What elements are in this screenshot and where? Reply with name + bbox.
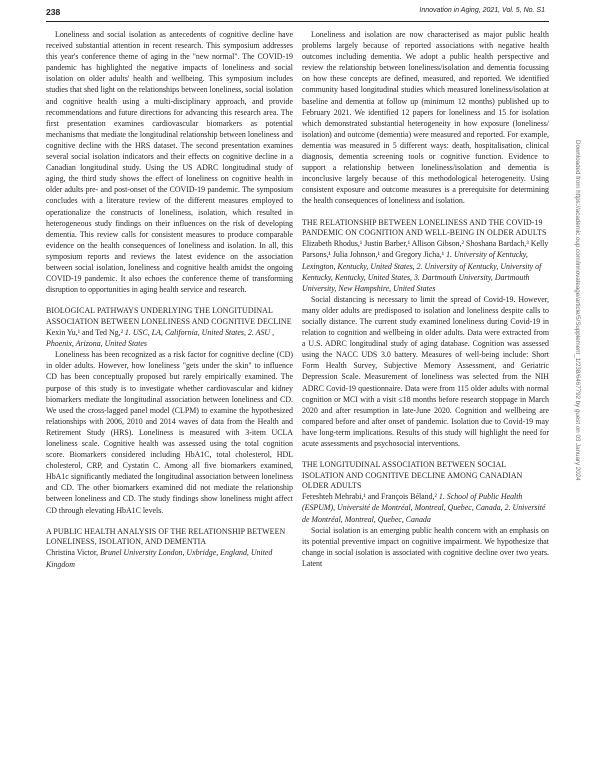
section-title: THE LONGITUDINAL ASSOCIATION BETWEEN SOCIAL ISOLATION AND COGNITIVE DECLINE AMONG CANADIAN OLDER ADULTS <box>302 460 523 490</box>
download-watermark-text: Downloaded from https://academic.oup.com/innovateage/article/5/Supplement_1/238/6467792 by guest on 03 January 2024 <box>574 140 581 481</box>
journal-reference: Innovation in Aging, 2021, Vol. 5, No. S1 <box>419 7 545 14</box>
abstract-biological-pathways <box>46 306 293 515</box>
author-affiliations: 1. University of Kentucky, Lexington, Kentucky, United States, 2. University of Kentucky, University of Kentucky, Kentucky, United States, 3. Dartmouth University, Dartmouth University, New Hampshire, United States <box>302 250 542 293</box>
author-affiliations: 1. School of Public Health (ESPUM), Université de Montréal, Montreal, Quebec, Canada, 2. Université de Montréal, Montreal, Quebec, Canada <box>302 492 546 524</box>
download-watermark <box>572 140 582 560</box>
author-line <box>46 547 293 569</box>
abstract-body: Social distancing is necessary to limit the spread of Covid-19. However, many older adults are predisposed to isolation and loneliness despite calls to socially distance. The current study examined loneliness during Covid-19 in relation to cognition and wellbeing in older adults. Data were extracted from a U.S. ADRC longitudinal study of aging database. Cognition was assessed using the NACC UDS 3.0 battery. Measures of well-being include: Short Form Health Survey, Subjective Memory Assessment, and Geriatric Depression Scale. Measurement of loneliness was selected from the NIH ADRC Covid-19 questionnaire. Data were from 115 older adults with normal cognition or MCI with a visit ≤18 months before research stoppage in March 2020 and after resumption in late-June 2020. Cognition and wellbeing are compared before and after onset of pandemic. Isolation due to Covid-19 may have long-term implications. Results of this study will highlight the need for acute assessments and psychosocial interventions. <box>302 294 549 448</box>
section-title: THE RELATIONSHIP BETWEEN LONELINESS AND THE COVID-19 PANDEMIC ON COGNITION AND WELL-BEING IN OLDER ADULTS <box>302 217 547 237</box>
author-line <box>302 238 549 293</box>
abstract-public-health-analysis <box>46 527 293 570</box>
author-names: Fereshteh Mehrabi,¹ and François Béland,² <box>302 492 439 502</box>
right-column <box>302 29 549 569</box>
author-affiliations: Brunel University London, Uxbridge, England, United Kingdom <box>46 548 273 569</box>
author-affiliations: 1. USC, LA, California, United States, 2. ASU , Phoenix, Arizona, United States <box>46 328 275 349</box>
author-line <box>46 327 293 349</box>
abstract-social-isolation-canada <box>302 460 549 569</box>
symposium-abstract-text: Loneliness and social isolation as antecedents of cognitive decline have received substantial attention in recent research. This symposium addresses this year's conference theme of aging in the "new normal". The COVID-19 pandemic has highlighted the negative impacts of loneliness and social isolation on older adults' health and wellbeing. This symposium includes studies that shed light on the relationships between loneliness, social isolation and cognitive health using a multi-disciplinary approach, and provide recommendations and future directions for advancing this research area. The first presentation examines cardiovascular biomarkers as potential mechanisms that mediate the longitudinal relationship between loneliness and cognitive decline with the HRS dataset. The second presentation examines several social isolation indicators and their effects on cognitive decline in a Canadian longitudinal study. Using the US ADRC longitudinal study of aging, the third study shows the effect of loneliness on cognitive health in older adults pre- and post-onset of the COVID-19 pandemic. The symposium concludes with a literature review of the different measures employed to operationalize the constructs of loneliness, isolation, which resulted in heterogeneous study findings on their influences on the risk of developing dementia. This review calls for consistent measures to produce comparable evidence on the health consequences of loneliness and isolation. In all, this symposium reports and reviews the latest evidence on the association between social isolation, loneliness and cognitive health amidst the ongoing COVID-19 pandemic. It also echoes the conference theme of transforming disruption to opportunities in aging health service and research. <box>46 30 293 295</box>
author-line <box>302 491 549 524</box>
abstract-body: Loneliness has been recognized as a risk factor for cognitive decline (CD) in older adults. However, how loneliness "gets under the skin" to influence CD has been conceptually proposed but rarely empirically examined. The purpose of this study is to investigate whether cardiovascular and kidney biomarkers mediate the longitudinal association between loneliness and CD. We used the cross-lagged panel model (CLPM) to examine the hypothesized relationships with 2006, 2010 and 2014 waves of data from the Health and Retirement Study (HRS). Loneliness is measured with 3-item UCLA loneliness scale. Cognitive health was assessed using the total cognition score. Biomarkers considered including HbA1C, total cholesterol, HDL cholesterol, CRP, and Cystatin C. Among all five biomarkers examined, HbA1c significantly mediated the longitudinal association between loneliness and CD. The other biomarkers examined did not mediate the relationship between loneliness and CD. The study findings show loneliness might affect CD through elevating HbA1C levels. <box>46 350 293 515</box>
author-names: Kexin Yu,¹ and Ted Ng,² <box>46 328 125 338</box>
symposium-abstract <box>46 29 293 295</box>
left-column <box>46 29 293 570</box>
section-title: BIOLOGICAL PATHWAYS UNDERLYING THE LONGITUDINAL ASSOCIATION BETWEEN LONELINESS AND COGNITIVE DECLINE <box>46 306 292 326</box>
abstract-body: Social isolation is an emerging public health concern with an emphasis on its potential preventive impact on cognitive impairment. We hypothesize that change in social isolation is associated with cognitive decline over two years. Latent <box>302 525 549 568</box>
abstract-body: Loneliness and isolation are now characterised as major public health problems largely because of reported associations with negative health outcomes including dementia. We adopt a public health perspective and review the relationship between loneliness/isolation and dementia focussing on how these concepts are defined, measured, and reported. We identified community based longitudinal studies which measured loneliness/isolation at baseline and dementia at follow up (minimum 12 months) published up to February 2021. We identified 12 papers for loneliness and 15 for isolation which demonstrated substantial heterogeneity in how exposure (loneliness/ isolation) and outcome (dementia) were measured and reported. For example, dementia was measured in 5 different ways: death, hospitalisation, clinical diagnosis, dementia screening tools or cognitive function. Evidence to support a relationship between loneliness/isolation and dementia is inconclusive largely because of this methodological heterogeneity. Using consistent exposure and outcome measures is a prerequisite for determining the health consequences of loneliness and isolation. <box>302 30 549 206</box>
abstract-public-health-continued <box>302 29 549 207</box>
author-names: Christina Victor, <box>46 548 101 558</box>
header-rule <box>46 21 549 22</box>
page-number: 238 <box>46 7 61 17</box>
abstract-covid-loneliness <box>302 218 549 450</box>
author-names: Elizabeth Rhodus,¹ Justin Barber,¹ Allison Gibson,² Shoshana Bardach,³ Kelly Parsons,¹ Julia Johnson,¹ and Gregory Jicha,¹ <box>302 239 549 260</box>
section-title: A PUBLIC HEALTH ANALYSIS OF THE RELATIONSHIP BETWEEN LONELINESS, ISOLATION, AND DEMENTIA <box>46 526 286 547</box>
